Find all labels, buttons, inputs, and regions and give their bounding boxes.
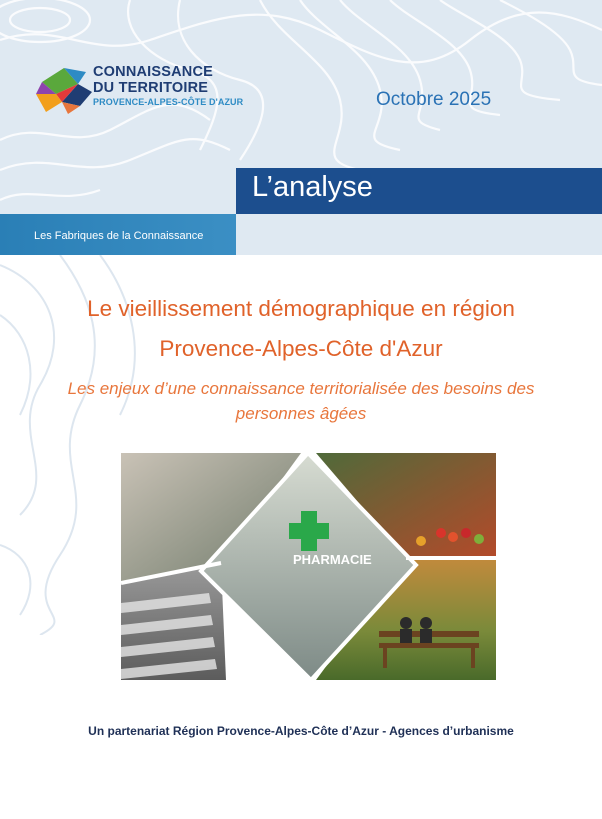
collection-label: Les Fabriques de la Connaissance [34,230,204,242]
brand-name-line1: CONNAISSANCE [93,64,214,80]
subtitle-line2: personnes âgées [235,404,367,423]
main-title-line1: Le vieillissement démographique en région [87,296,515,321]
main-title-line2: Provence-Alpes-Côte d'Azur [159,336,443,361]
series-title: L’analyse [252,171,373,203]
photo-collage [121,453,496,680]
connaissance-logo-icon [34,62,94,114]
partnership-note: Un partenariat Région Provence-Alpes-Côte d’Azur - Agences d’urbanisme [88,724,514,738]
pharmacy-sign: PHARMACIE [293,552,372,567]
subtitle-line1: Les enjeux d’une connaissance territorialisée des besoins des [67,379,535,398]
brand-name-line2: DU TERRITOIRE [93,80,209,96]
brand-region: PROVENCE-ALPES-CÔTE D'AZUR [93,97,244,107]
publication-date: Octobre 2025 [376,89,492,110]
